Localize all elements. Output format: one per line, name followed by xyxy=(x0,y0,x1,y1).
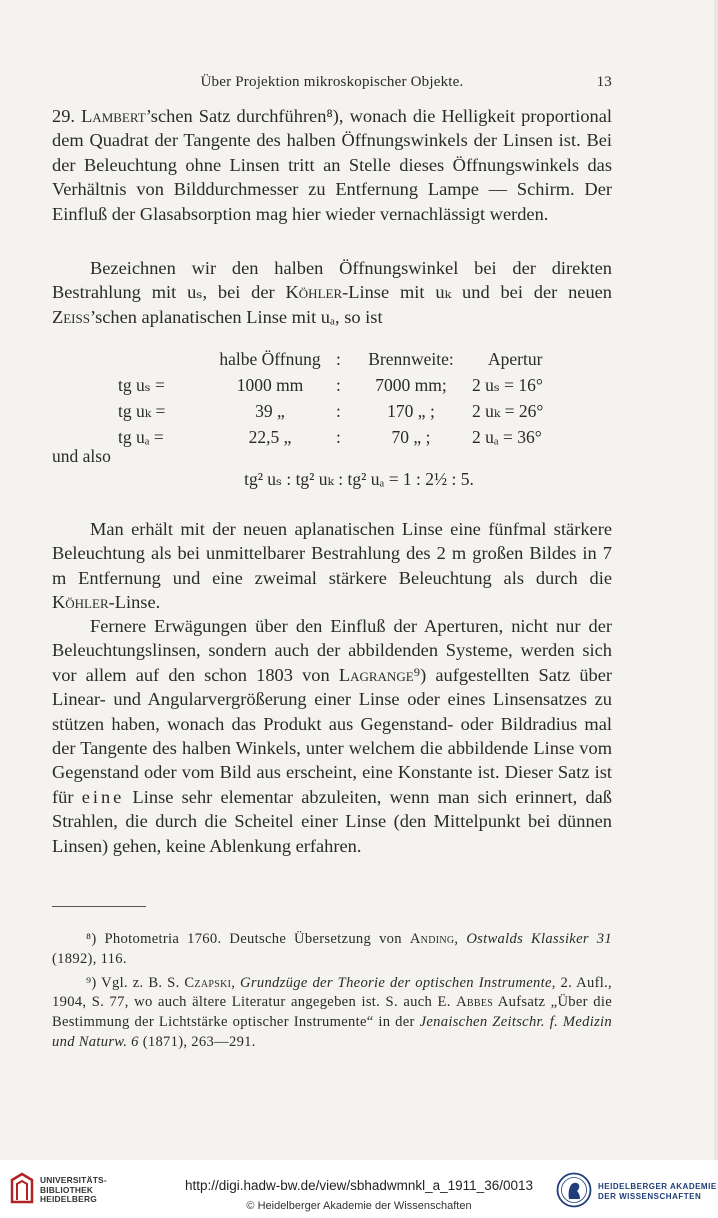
paragraph-2-text-b: -Linse mit uₖ und bei der neuen xyxy=(342,282,612,303)
permalink-url[interactable]: http://digi.hadw-bw.de/view/sbhadwmnkl_a_1911_36/0013 xyxy=(185,1178,533,1193)
paragraph-1-text: ’schen Satz durchführen⁸), wonach die Helligkeit proportional dem Quadrat der Tangente des halben Öffnungswinkels der Linsen ist. Bei der Beleuchtung ohne Linsen tritt an Stelle dieses Öffnungswinkels das Verhältnis von Bilddurchmesser zu Entfernung Lampe — Schirm. Der Einfluß der Glasabsorption mag hier wieder vernachlässigt werden. xyxy=(52,106,612,224)
paragraph-4-text-b: ⁹) aufgestellten Satz über Linear- und Angularvergrößerung einer Linse oder eines Linsensatzes zu stützen haben, wonach das Produkt aus Gegenstand- oder Bildradius mal der Tangente des halben Winkels, unter welchem die abbildende Linse vom Gegenstand oder vom Bild aus erscheint, eine Konstante ist. Dieser Satz ist für xyxy=(52,664,612,807)
name-zeiss: Zeiss xyxy=(52,306,90,327)
academy-name-line-1: HEIDELBERGER AKADEMIE xyxy=(598,1182,717,1191)
footnote-8-text-b: , xyxy=(454,931,467,947)
table-cell-colon: : xyxy=(336,401,341,421)
table-cell-opening: 22,5 „ xyxy=(248,427,292,447)
table-cell-focal: 170 „ ; xyxy=(387,401,435,421)
name-anding: Anding xyxy=(409,931,455,947)
paragraph-2-text-c: ’schen aplanatischen Linse mit uₐ, so ist xyxy=(89,306,383,327)
table-cell-aperture: 2 uₖ = 26° xyxy=(472,401,544,421)
library-name-line-3: HEIDELBERG xyxy=(40,1194,97,1205)
footnote-9 xyxy=(52,974,612,1053)
library-name-line-1: UNIVERSITÄTS- xyxy=(40,1175,107,1185)
paragraph-3 xyxy=(52,517,612,615)
footnote-divider xyxy=(52,906,146,907)
footnote-9-text-a: ⁹) Vgl. z. B. S. xyxy=(86,974,185,991)
footnote-9-text-b: , xyxy=(231,974,241,991)
table-cell-label: tg uₛ = xyxy=(118,375,165,395)
paragraph-3-text-a: Man erhält mit der neuen aplanatischen Linse eine fünfmal stärkere Beleuchtung als bei unmittelbarer Bestrahlung des 2 m großen Bildes in 7 m Entfernung und eine zweimal stärkere Beleuchtung als durch die xyxy=(52,519,612,588)
paragraph-2-text-a: Bezeichnen wir den halben Öffnungswinkel bei der direkten Bestrahlung mit uₛ, bei der xyxy=(52,258,612,303)
footnote-9-italic-1: Grundzüge der Theorie der optischen Instrumente xyxy=(240,974,552,991)
table-header-focal: Brennweite: xyxy=(368,349,454,369)
page-edge xyxy=(714,0,718,1160)
paragraph-1-number: 29. xyxy=(52,106,82,126)
name-abbes: Abbes xyxy=(456,994,494,1011)
table-cell-aperture: 2 uₐ = 36° xyxy=(472,427,542,447)
table-header-aperture: Apertur xyxy=(488,349,543,369)
table-header-opening: halbe Öffnung xyxy=(219,349,321,369)
paragraph-4 xyxy=(52,614,612,858)
footnotes xyxy=(52,930,612,1057)
table-cell-label: tg uₖ = xyxy=(118,401,166,421)
academy-name-line-2: DER WISSENSCHAFTEN xyxy=(598,1192,702,1201)
academy-seal-icon xyxy=(556,1172,592,1208)
name-czapski: Czapski xyxy=(184,974,232,991)
paragraph-4-text-a: Fernere Erwägungen über den Einfluß der Aperturen, nicht nur der Beleuchtungslinsen, sondern auch der abbildenden Systeme, werden sich vor allem auf den schon 1803 von xyxy=(52,616,612,685)
spaced-word-eine: eine xyxy=(81,786,125,807)
name-koehler: Köhler xyxy=(285,282,343,303)
ratio-formula: tg² uₛ : tg² uₖ : tg² uₐ = 1 : 2½ : 5. xyxy=(244,469,474,489)
table-header-colon: : xyxy=(336,349,341,369)
footnote-9-text-e: (1871), 263—291. xyxy=(138,1033,256,1050)
library-name-line-2: BIBLIOTHEK xyxy=(40,1184,94,1195)
table-header-row xyxy=(52,346,612,372)
footnote-8-text-a: ⁸) Photometria 1760. Deutsche Übersetzung von xyxy=(86,931,410,947)
und-also-text: und also xyxy=(52,446,111,466)
table-row xyxy=(52,398,612,424)
table-cell-opening: 39 „ xyxy=(255,401,285,421)
name-lagrange: Lagrange xyxy=(338,664,414,685)
footnote-8-text-c: (1892), 116. xyxy=(52,950,127,967)
footnote-8 xyxy=(52,930,612,970)
paragraph-3-text-b: -Linse. xyxy=(108,592,161,613)
table-cell-aperture: 2 uₛ = 16° xyxy=(472,375,543,395)
footnote-9-italic-2: Jenaischen Zeitschr. f. Medizin und Naturw. 6 xyxy=(52,1014,613,1050)
name-lambert: Lambert xyxy=(81,106,146,126)
paragraph-1 xyxy=(52,104,612,226)
paragraph-4-text-c: Linse sehr elementar abzuleiten, wenn man sich erinnert, daß Strahlen, die durch die Scheitel einer Linse (den Mittelpunkt bei dünnen Linsen) gehen, keine Ablenkung erfahren. xyxy=(52,786,612,856)
table-row xyxy=(52,424,612,450)
table-cell-focal: 70 „ ; xyxy=(391,427,431,447)
table-row xyxy=(52,372,612,398)
header-title: Über Projektion mikroskopischer Objekte. xyxy=(200,74,464,90)
aperture-table xyxy=(52,346,612,450)
table-cell-focal: 7000 mm; xyxy=(375,375,447,395)
paragraph-2 xyxy=(52,256,612,329)
table-cell-label: tg uₐ = xyxy=(118,427,164,447)
table-cell-colon: : xyxy=(336,375,341,395)
copyright-notice: © Heidelberger Akademie der Wissenschaften xyxy=(246,1200,472,1212)
table-cell-opening: 1000 mm xyxy=(236,375,304,395)
table-cell-colon: : xyxy=(336,427,341,447)
name-koehler: Köhler xyxy=(52,592,109,613)
footnote-9-text-c: , 2. Aufl., 1904, S. 77, wo auch ältere Literatur angegeben ist. S. auch E. xyxy=(52,974,612,1011)
footnote-9-text-d: Aufsatz „Über die Bestimmung der Lichtstärke optischer Instrumente“ in der xyxy=(52,994,612,1031)
footnote-8-italic: Ostwalds Klassiker 31 xyxy=(466,931,612,947)
academy-name xyxy=(598,1182,717,1202)
page-number: 13 xyxy=(596,74,612,90)
